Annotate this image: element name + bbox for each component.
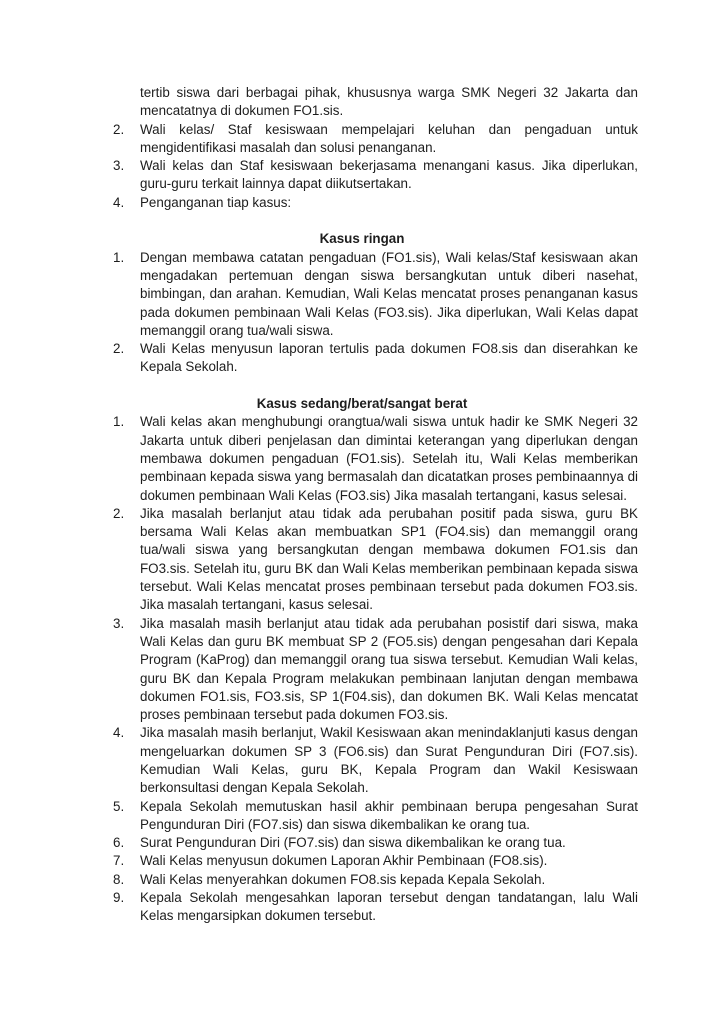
list-item [86, 505, 638, 615]
list-item-text: Jika masalah masih berlanjut atau tidak ada perubahan posistif dari siswa, maka Wali Kelas dan guru BK membuat SP 2 (FO5.sis) dengan pengesahan dari Kepala Program (KaProg) dan memanggil orang tua siswa tersebut. Kemudian Wali kelas, guru BK dan Kepala Program melakukan pembinaan lanjutan dengan membawa dokumen FO1.sis, FO3.sis, SP 1(F04.sis), dan dokumen BK. Wali Kelas mencatat proses pembinaan tersebut pada dokumen FO3.sis. [140, 615, 638, 723]
list-item [86, 798, 638, 835]
list-item-text: Wali Kelas menyerahkan dokumen FO8.sis kepada Kepala Sekolah. [140, 871, 546, 887]
list-item-text: Wali Kelas menyusun dokumen Laporan Akhir Pembinaan (FO8.sis). [140, 853, 548, 869]
list-item-number: 8. [113, 871, 125, 887]
list-item-text: Penganganan tiap kasus: [140, 194, 292, 210]
list-item [86, 852, 638, 870]
list-item-text: Wali kelas akan menghubungi orangtua/wali siswa untuk hadir ke SMK Negeri 32 Jakarta untuk diberi penjelasan dan dimintai keterangan yang diperlukan dengan membawa dokumen pengaduan (FO1.sis). Setelah itu, Wali Kelas memberikan pembinaan kepada siswa yang bermasalah dan dicatatkan proses pembinaannya di dokumen pembinaan Wali Kelas (FO3.sis) Jika masalah tertangani, kasus selesai. [140, 414, 639, 503]
list-item-text: Wali kelas dan Staf kesiswaan bekerjasama menangani kasus. Jika diperlukan, guru-guru terkait lainnya dapat diikutsertakan. [140, 158, 638, 192]
list-item-text: Kepala Sekolah mengesahkan laporan tersebut dengan tandatangan, lalu Wali Kelas mengarsipkan dokumen tersebut. [140, 890, 638, 924]
section-heading-kasus-sedang-berat: Kasus sedang/berat/sangat berat [256, 396, 468, 412]
list-item [86, 157, 638, 194]
list-item-number: 7. [113, 853, 125, 869]
list-item-text: Jika masalah masih berlanjut, Wakil Kesiswaan akan menindaklanjuti kasus dengan mengeluarkan dokumen SP 3 (FO6.sis) dan Surat Pengunduran Diri (FO7.sis). Kemudian Wali Kelas, guru BK, Kepala Program dan Wakil Kesiswaan berkonsultasi dengan Kepala Sekolah. [140, 725, 638, 796]
list-item-number: 2. [113, 121, 125, 137]
list-item-number: 3. [113, 158, 125, 174]
list-item [86, 413, 638, 504]
paragraph-continuation: tertib siswa dari berbagai pihak, khususnya warga SMK Negeri 32 Jakarta dan mencatatnya di dokumen FO1.sis. [140, 85, 638, 119]
list-item [86, 121, 638, 158]
list-item-number: 6. [113, 835, 125, 851]
list-item [86, 871, 638, 889]
list-item-text: Surat Pengunduran Diri (FO7.sis) dan siswa dikembalikan ke orang tua. [140, 835, 566, 851]
list-item-number: 1. [113, 414, 125, 430]
list-item-number: 2. [113, 505, 125, 521]
list-item [86, 724, 638, 797]
list-item-text: Jika masalah berlanjut atau tidak ada perubahan positif pada siswa, guru BK bersama Wali Kelas akan membuatkan SP1 (FO4.sis) dan memanggil orang tua/wali siswa yang bersangkutan dengan membawa dokumen FO1.sis dan FO3.sis. Setelah itu, guru BK dan Wali Kelas memberikan pembinaan kepada siswa tersebut. Wali Kelas mencatat proses pembinaan tersebut pada dokumen FO3.sis. Jika masalah tertangani, kasus selesai. [140, 505, 638, 613]
section-heading-kasus-ringan: Kasus ringan [319, 231, 405, 247]
list-item [86, 340, 638, 377]
list-item-number: 3. [113, 615, 125, 631]
kasus-sedang-berat-list [86, 413, 638, 925]
list-item [86, 194, 638, 212]
list-item [86, 615, 638, 725]
list-item-text: Kepala Sekolah memutuskan hasil akhir pembinaan berupa pengesahan Surat Pengunduran Diri (FO7.sis) dan siswa dikembalikan ke orang tua. [140, 798, 638, 832]
list-item-number: 9. [113, 890, 125, 906]
general-steps-list [86, 121, 638, 212]
kasus-ringan-list [86, 249, 638, 377]
page-content [86, 84, 638, 926]
list-item [86, 834, 638, 852]
list-item [86, 249, 638, 340]
list-item-text: Wali Kelas menyusun laporan tertulis pada dokumen FO8.sis dan diserahkan ke Kepala Sekolah. [140, 341, 638, 375]
list-item-number: 1. [113, 249, 125, 265]
list-item-number: 2. [113, 341, 125, 357]
list-item-number: 5. [113, 798, 125, 814]
list-item [86, 889, 638, 926]
list-item-number: 4. [113, 194, 125, 210]
list-item-text: Wali kelas/ Staf kesiswaan mempelajari keluhan dan pengaduan untuk mengidentifikasi masalah dan solusi penanganan. [140, 121, 638, 155]
list-item-text: Dengan membawa catatan pengaduan (FO1.sis), Wali kelas/Staf kesiswaan akan mengadakan pertemuan dengan siswa bersangkutan untuk diberi nasehat, bimbingan, dan arahan. Kemudian, Wali Kelas mencatat proses penanganan kasus pada dokumen pembinaan Wali Kelas (FO3.sis). Jika diperlukan, Wali Kelas dapat memanggil orang tua/wali siswa. [140, 249, 638, 338]
list-item-number: 4. [113, 725, 125, 741]
